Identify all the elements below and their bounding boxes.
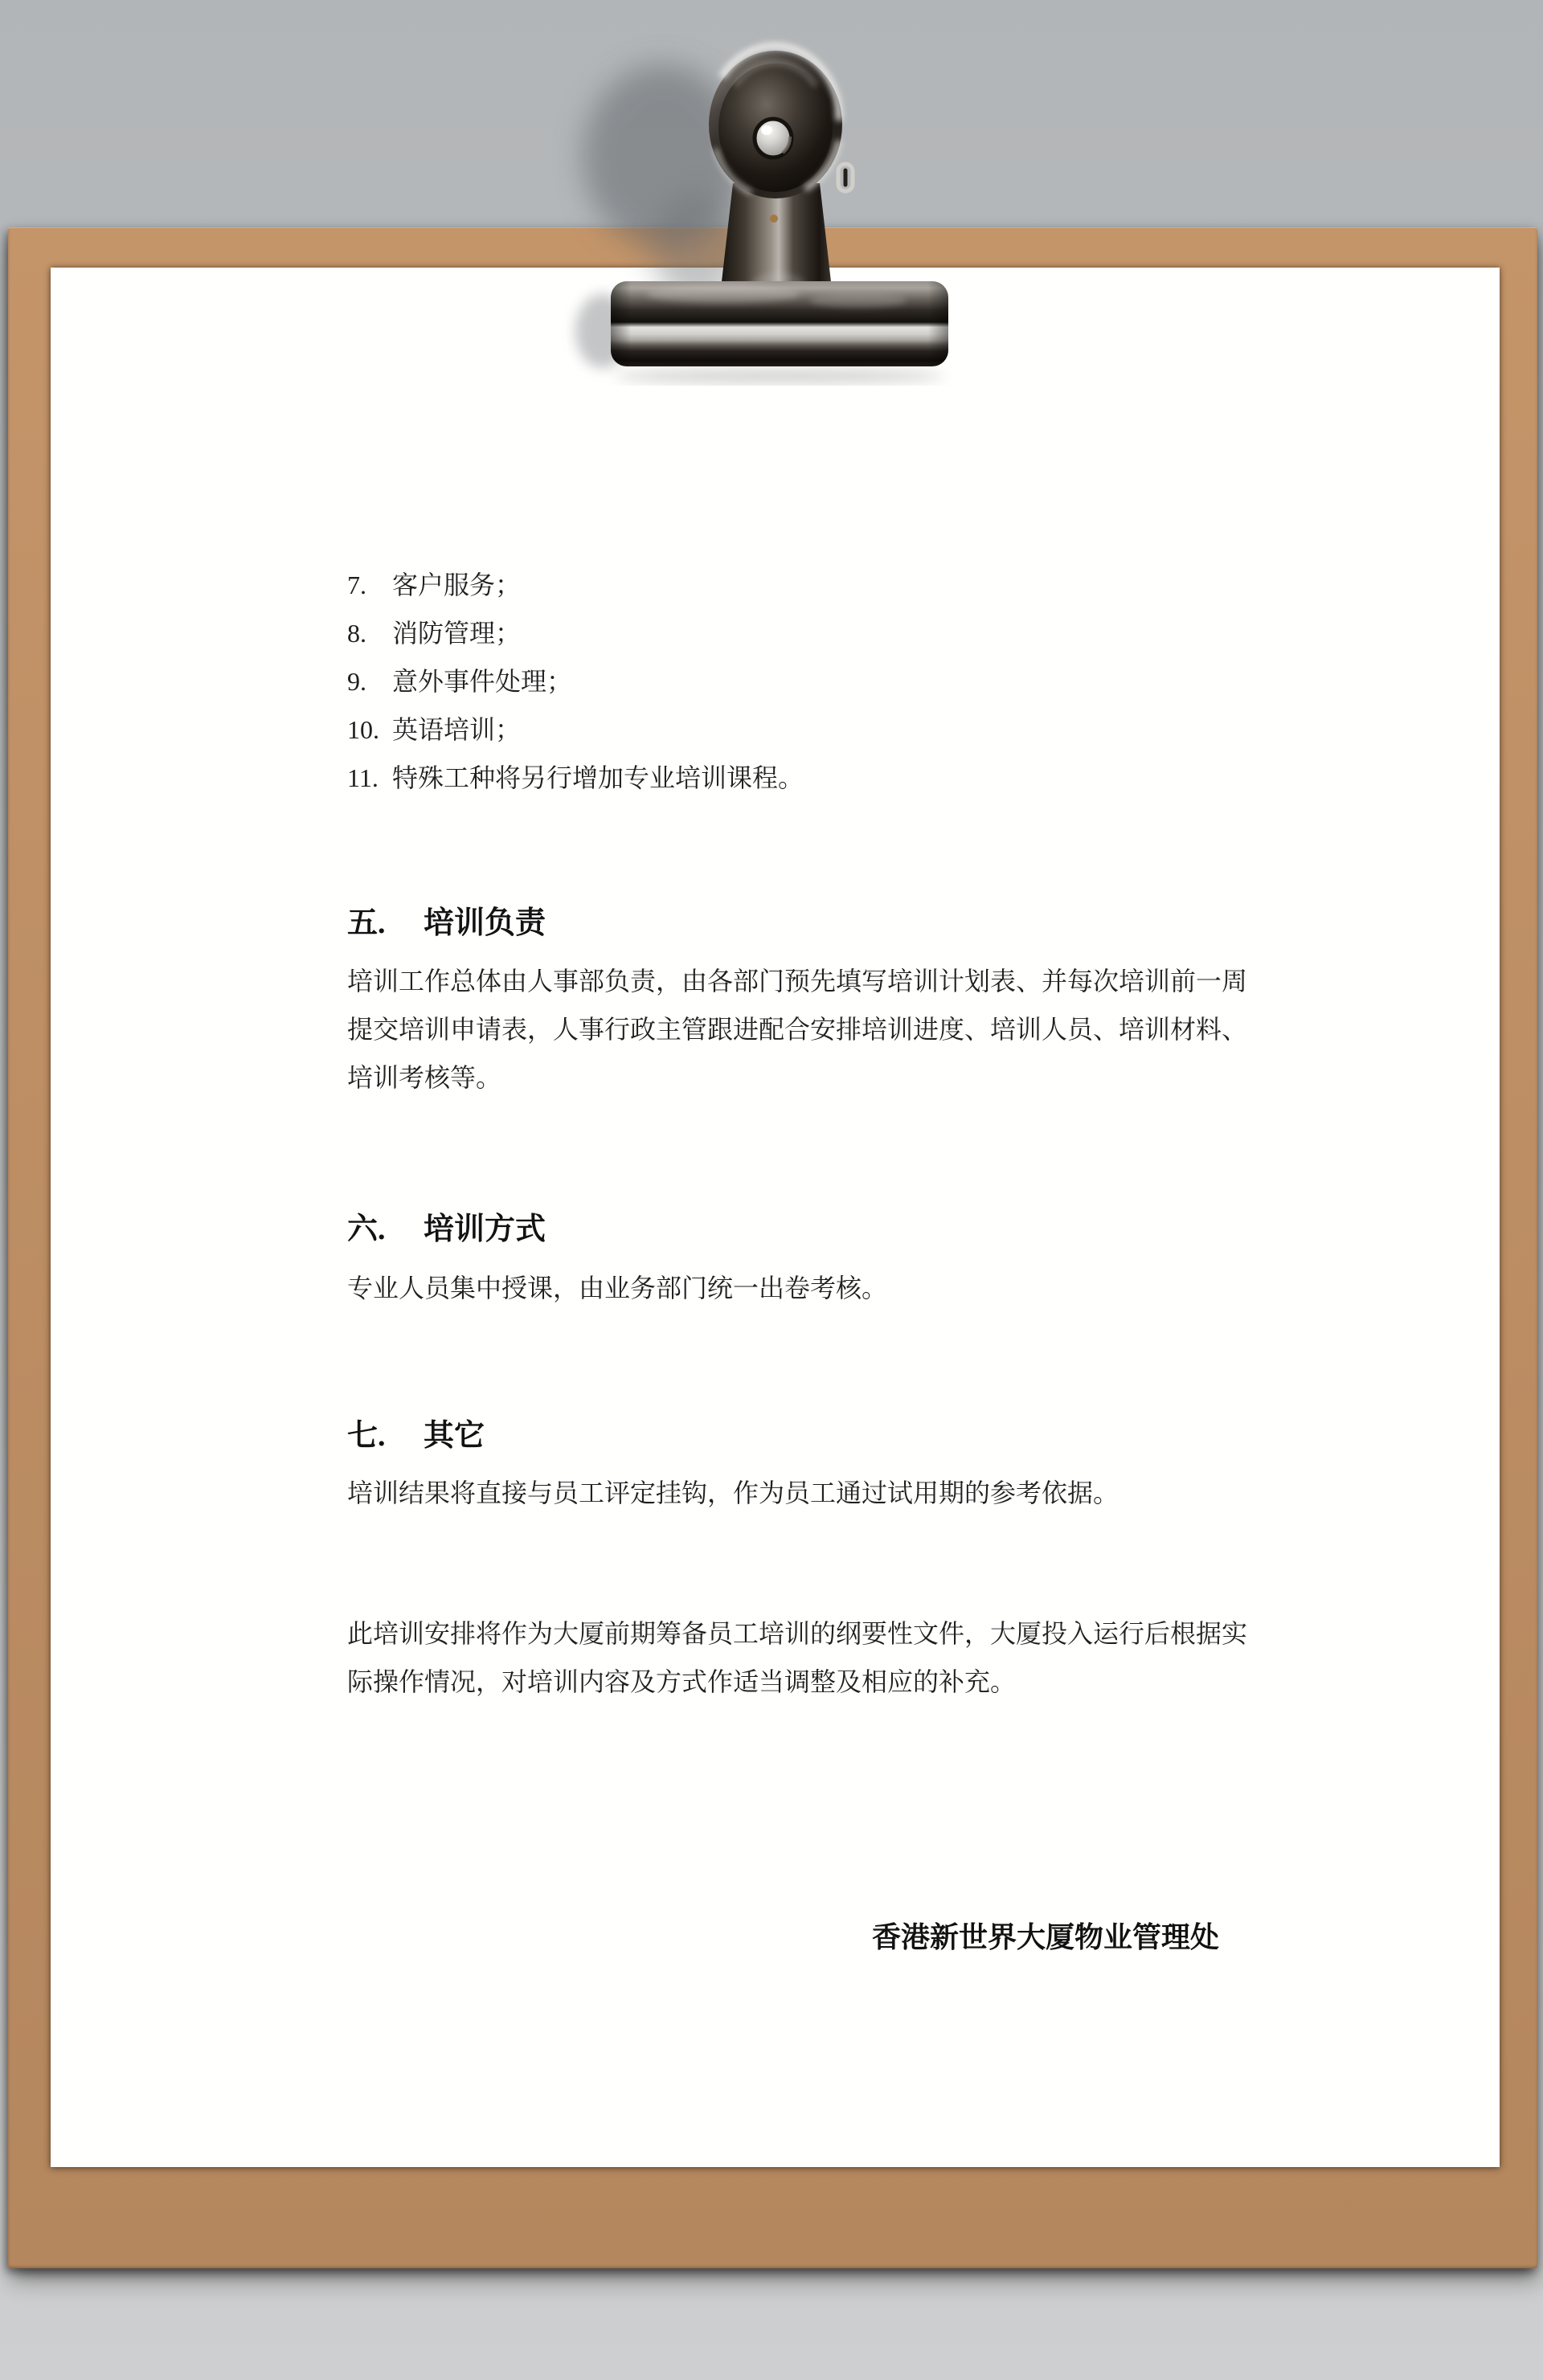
list-item-text: 英语培训； [392, 715, 522, 744]
clip-head [709, 46, 842, 198]
section-heading-six [347, 1211, 546, 1248]
list-item-text: 客户服务； [392, 570, 522, 599]
section-heading-five [347, 905, 546, 942]
heading-number: 五. [347, 906, 386, 940]
section-paragraph-seven: 培训结果将直接与员工评定挂钩，作为员工通过试用期的参考依据。 [347, 1478, 1119, 1507]
section-paragraph-six: 专业人员集中授课，由业务部门统一出卷考核。 [347, 1274, 888, 1302]
heading-title: 其它 [424, 1419, 485, 1453]
list-item [347, 705, 804, 754]
clip-latch [838, 164, 853, 191]
clipboard-board [8, 227, 1537, 2268]
signature-line: 香港新世界大厦物业管理处 [871, 1921, 1219, 1953]
heading-title: 培训方式 [424, 1212, 546, 1246]
list-item-number: 7. [347, 570, 366, 599]
list-item-number: 10. [347, 715, 379, 744]
closing-paragraph: 此培训安排将作为大厦前期筹备员工培训的纲要性文件，大厦投入运行后根据实际操作情况，对培训内容及方式作适当调整及相应的补充。 [347, 1619, 1248, 1696]
list-item-text: 消防管理； [392, 619, 522, 648]
list-item-text: 特殊工种将另行增加专业培训课程。 [392, 763, 804, 792]
document-page [51, 268, 1500, 2167]
clip-bar [611, 281, 948, 366]
list-item [347, 754, 804, 802]
heading-title: 培训负责 [424, 906, 546, 940]
section-heading-seven [347, 1417, 485, 1454]
list-item-text: 意外事件处理； [392, 667, 573, 696]
heading-number: 七. [347, 1419, 386, 1453]
heading-number: 六. [347, 1212, 386, 1246]
list-item [347, 561, 804, 609]
list-item [347, 609, 804, 657]
list-item-number: 11. [347, 763, 379, 792]
binder-clip-icon [482, 8, 1013, 386]
numbered-list [347, 561, 804, 802]
list-item-number: 9. [347, 667, 366, 696]
list-item-number: 8. [347, 619, 366, 648]
section-paragraph-five: 培训工作总体由人事部负责，由各部门预先填写培训计划表、并每次培训前一周提交培训申请表，人事行政主管跟进配合安排培训进度、培训人员、培训材料、培训考核等。 [347, 967, 1248, 1092]
list-item [347, 657, 804, 705]
